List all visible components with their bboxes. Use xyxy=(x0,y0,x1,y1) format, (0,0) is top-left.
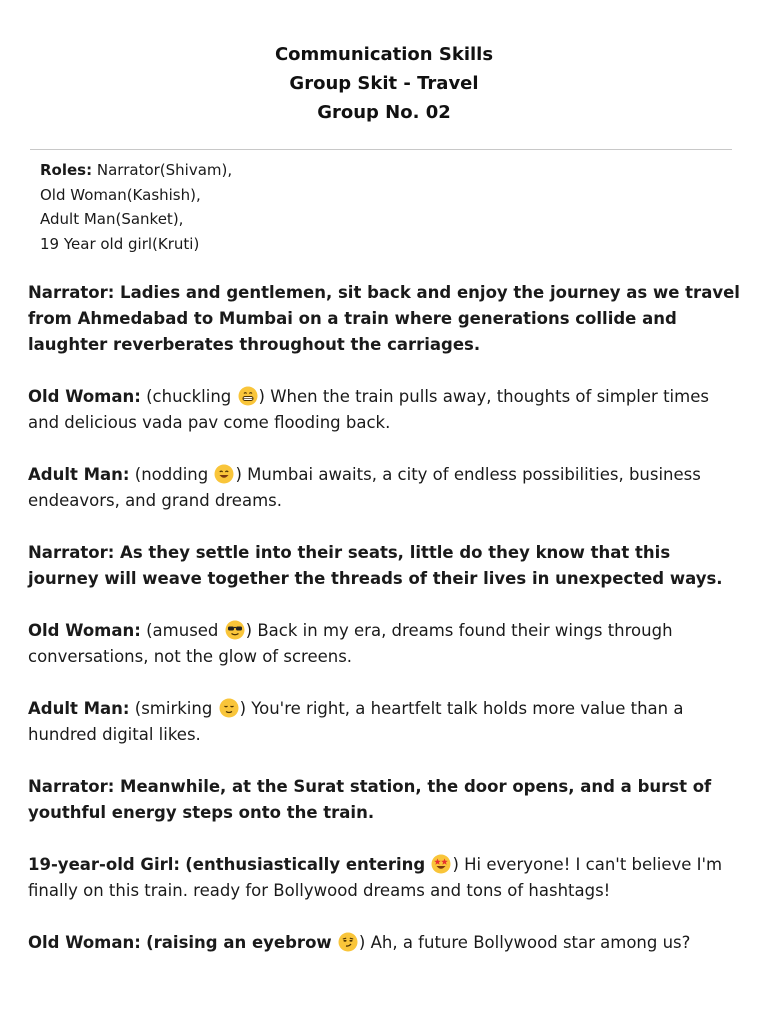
narration-paragraph: Narrator: Ladies and gentlemen, sit back and enjoy the journey as we travel from Ahmedabad to Mumbai on a train where generations collide and laughter reverberates throughout the carriages. xyxy=(28,283,740,354)
narration-paragraph: Narrator: Meanwhile, at the Surat station, the door opens, and a burst of youthful energy steps onto the train. xyxy=(28,777,712,822)
stage-cue: (nodding xyxy=(134,465,209,484)
divider xyxy=(30,149,732,150)
skit-title: Group Skit - Travel xyxy=(289,73,479,94)
speaker-name: Old Woman: xyxy=(28,387,141,406)
sunglasses-face-icon xyxy=(225,620,245,640)
role-narrator: Narrator(Shivam), xyxy=(96,161,233,179)
dialogue-text: ) Back in my era, dreams found their wings through conversations, not the glow of screens. xyxy=(28,621,673,666)
dialogue-text: ) You're right, a heartfelt talk holds more value than a hundred digital likes. xyxy=(28,699,684,744)
role-old-woman: Old Woman(Kashish), xyxy=(40,185,201,204)
course-title: Communication Skills xyxy=(274,44,494,65)
speaker-name: Old Woman: xyxy=(28,933,141,952)
group-number: Group No. 02 xyxy=(317,102,451,123)
dialogue-text: ) Mumbai awaits, a city of endless possibilities, business endeavors, and grand dreams. xyxy=(28,465,701,510)
dialogue-text: ) Ah, a future Bollywood star among us? xyxy=(358,933,691,952)
dialogue-line xyxy=(28,696,743,748)
smirking-face-icon xyxy=(338,932,358,952)
stage-cue: (enthusiastically entering xyxy=(185,855,426,874)
stage-cue: (amused xyxy=(146,621,219,640)
star-struck-face-icon xyxy=(431,854,451,874)
stage-cue: (raising an eyebrow xyxy=(146,933,332,952)
role-adult-man: Adult Man(Sanket), xyxy=(40,210,184,228)
document-header xyxy=(0,0,768,127)
speaker-name: 19-year-old Girl: xyxy=(28,855,181,874)
dialogue-text: ) Hi everyone! I can't believe I'm finally on this train. ready for Bollywood dreams and tons of hashtags! xyxy=(28,855,723,900)
speaker-name: Old Woman: xyxy=(28,621,141,640)
relieved-face-icon xyxy=(219,698,239,718)
grinning-face-icon xyxy=(238,386,258,406)
dialogue-text: ) When the train pulls away, thoughts of simpler times and delicious vada pav come flooding back. xyxy=(28,387,709,432)
roles-line xyxy=(40,158,232,183)
dialogue-line xyxy=(28,852,743,904)
dialogue-line xyxy=(28,462,743,514)
stage-cue: (chuckling xyxy=(146,387,232,406)
dialogue-line xyxy=(28,618,743,670)
dialogue-line xyxy=(28,384,743,436)
stage-cue: (smirking xyxy=(134,699,213,718)
roles-list xyxy=(40,158,232,256)
roles-label: Roles: xyxy=(40,161,93,179)
role-girl: 19 Year old girl(Kruti) xyxy=(40,234,200,253)
narration-paragraph: Narrator: As they settle into their seats, little do they know that this journey will weave together the threads of their lives in unexpected ways. xyxy=(28,543,723,588)
speaker-name: Adult Man: xyxy=(28,699,130,718)
speaker-name: Adult Man: xyxy=(28,465,130,484)
dialogue-line xyxy=(28,930,743,956)
skit-script xyxy=(28,280,743,982)
smiling-face-icon xyxy=(214,464,234,484)
